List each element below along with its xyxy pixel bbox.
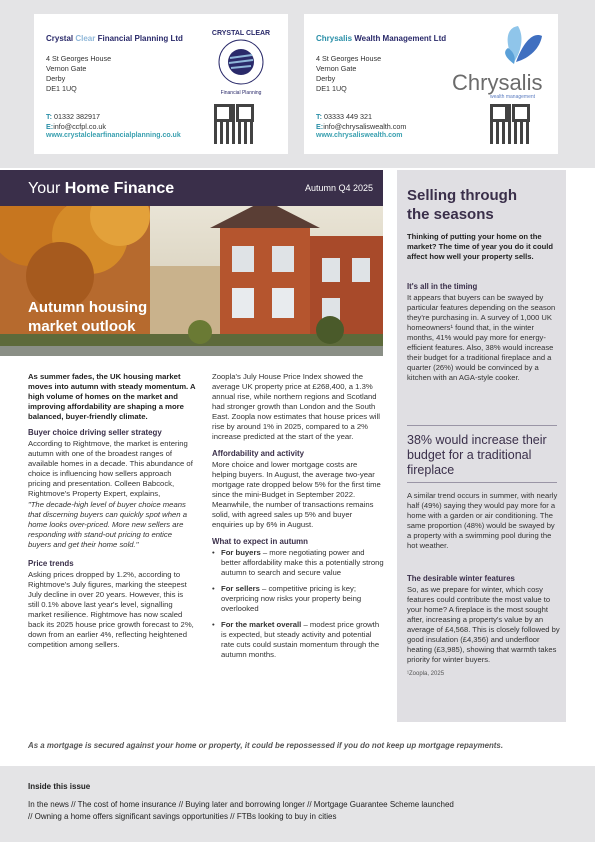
pull-quote: 38% would increase their budget for a traditional fireplace — [407, 433, 547, 477]
sidebar-paragraph: So, as we prepare for winter, which cosy features could contribute the most value to your home? A fireplace is the most sought after, increasing a property's value by an average of £4,568. This is closely followed by good insulation (£4,356) and underfloor heating (£3,985), showing that warmth takes priority for winter buyers. — [407, 585, 560, 664]
list-item: • For buyers – more negotiating power and better affordability make this a potentially strong autumn to search and secure value — [212, 548, 384, 578]
section-heading: Buyer choice driving seller strategy — [28, 428, 162, 437]
issue-contents-line: In the news // The cost of home insurance // Buying later and borrowing longer // Mortgage Guarantee Scheme launched — [28, 800, 454, 809]
sidebar-paragraph: It appears that buyers can be swayed by particular features depending on the season they're purchasing in. A survey of 1,000 UK homeowners¹ found that, in the winter months, 41% would pay more for energy-efficient features. Also, 38% would increase their budget for a traditional fireplace and a quarter (26%) would be convinced by a kitchen with an AGA-style cooker. — [407, 293, 556, 382]
logo-bottom-text: Financial Planning — [220, 90, 262, 96]
logo-wordmark: Chrysalis — [452, 70, 543, 95]
article-column-2 — [212, 372, 384, 666]
article-paragraph: According to Rightmove, the market is entering autumn with one of the broadest ranges of available homes in a decade. This abundance of choice is influencing how sellers approach pricing and presentation. Colleen Babcock, Rightmove's Property Expert, explains, — [28, 439, 193, 498]
firm-name: Chrysalis Wealth Management Ltd — [316, 34, 447, 43]
butterfly-icon — [444, 22, 548, 72]
qr-code[interactable] — [214, 104, 254, 144]
qr-code[interactable] — [490, 104, 530, 144]
firm-contact: T: 01332 382917 E:info@ccfpl.co.uk — [46, 112, 107, 131]
article-lead: As summer fades, the UK housing market moves into autumn with steady momentum. A high volume of homes on the market and improving affordability are shaping a more balanced, buyer-friendly climate. — [28, 372, 196, 421]
sidebar-title: Selling through the seasons — [407, 187, 517, 223]
phone-number[interactable]: 03333 449 321 — [324, 112, 372, 121]
section-heading: Affordability and activity — [212, 449, 305, 458]
sidebar-paragraph: A similar trend occurs in summer, with nearly half (49%) saying they would pay more for a home with a garden or air conditioning. The same proportion (48%) would be swayed by a property with a swimming pool during the hot weather. — [407, 491, 558, 550]
adviser-card-crystal-clear — [34, 14, 288, 154]
email-link[interactable]: info@chrysaliswealth.com — [323, 122, 407, 131]
article-paragraph: Zoopla's July House Price Index showed the average UK property price at £268,400, a 1.3% annual rise, while northern regions and Scotland had stronger growth than London and the South East. Zoopla now estimates that house prices will rise by around 1% in 2025, compared to a 2% increase predicted at the start of the year. — [212, 372, 380, 441]
issue-date: Autumn Q4 2025 — [304, 183, 373, 193]
footer-title: Inside this issue — [28, 782, 91, 791]
phone-number[interactable]: 01332 382917 — [54, 112, 100, 121]
article-paragraph: More choice and lower mortgage costs are helping buyers. In August, the average two-year mortgage rate dropped below 5% for the first time since the mini-Budget in September 2022. Meanwhile, the number of transactions remains solid, with agreed sales up 5% and buyer enquiries up by 6% in August. — [212, 460, 381, 529]
adviser-card-chrysalis — [304, 14, 558, 154]
inside-this-issue — [0, 766, 595, 842]
issue-contents-line: // Owning a home offers significant savings opportunities // FTBs looking to buy in cities — [28, 812, 337, 821]
firm-name: Crystal Clear Financial Planning Ltd — [46, 34, 183, 43]
article-paragraph: Asking prices dropped by 1.2%, according to Rightmove's July figures, marking the steepest July decline in over 20 years. However, this is still 0.1% above last year's level, signalling market resilience. Rightmove has now scaled back its 2025 house price growth forecast to 2%, down from an earlier 4%, reflecting heightened competition among sellers. — [28, 570, 194, 649]
section-heading: What to expect in autumn — [212, 537, 309, 546]
firm-address: 4 St Georges House Vernon Gate Derby DE1 1UQ — [46, 54, 112, 93]
list-item: • For the market overall – modest price growth is expected, but steady activity and potential rate cuts could sustain momentum through the autumn months. — [212, 620, 384, 660]
sidebar-subheading: The desirable winter features — [407, 574, 515, 583]
masthead — [0, 170, 383, 206]
firm-contact: T: 03333 449 321 E:info@chrysaliswealth.com — [316, 112, 407, 131]
publication-title: Your Home Finance — [28, 180, 175, 197]
hero-image — [0, 206, 383, 356]
expectation-list — [212, 548, 384, 660]
hero-headline: Autumn housing market outlook — [28, 299, 148, 335]
website-link[interactable]: www.crystalclearfinancialplanning.co.uk — [46, 132, 181, 139]
article-column-1 — [28, 372, 196, 651]
section-heading: Price trends — [28, 559, 74, 568]
website-link[interactable]: www.chrysaliswealth.com — [316, 132, 403, 139]
sidebar-subheading: It's all in the timing — [407, 282, 478, 291]
list-item: • For sellers – competitive pricing is key; overpricing now risks your property being overlooked — [212, 584, 384, 614]
crystal-clear-logo — [210, 22, 272, 102]
firm-address: 4 St Georges House Vernon Gate Derby DE1 1UQ — [316, 54, 382, 93]
logo-tagline: wealth management — [490, 94, 536, 100]
sidebar-intro: Thinking of putting your home on the market? The time of year you do it could affect how well your property sells. — [407, 232, 553, 261]
adviser-band — [0, 0, 595, 168]
sidebar-selling-seasons — [397, 170, 566, 722]
chrysalis-logo — [444, 22, 548, 100]
divider — [407, 482, 557, 483]
email-link[interactable]: info@ccfpl.co.uk — [53, 122, 107, 131]
mortgage-disclaimer: As a mortgage is secured against your home or property, it could be repossessed if you do not keep up mortgage repayments. — [28, 741, 504, 750]
logo-top-text: CRYSTAL CLEAR — [211, 30, 271, 37]
article-quote: "The decade-high level of buyer choice means that discerning buyers can quickly spot when a home looks over-priced. More new sellers are responding with stand-out pricing to entice buyers and get their home sold." — [28, 500, 187, 549]
footnote: ¹Zoopla, 2025 — [407, 671, 445, 677]
divider — [407, 425, 557, 426]
